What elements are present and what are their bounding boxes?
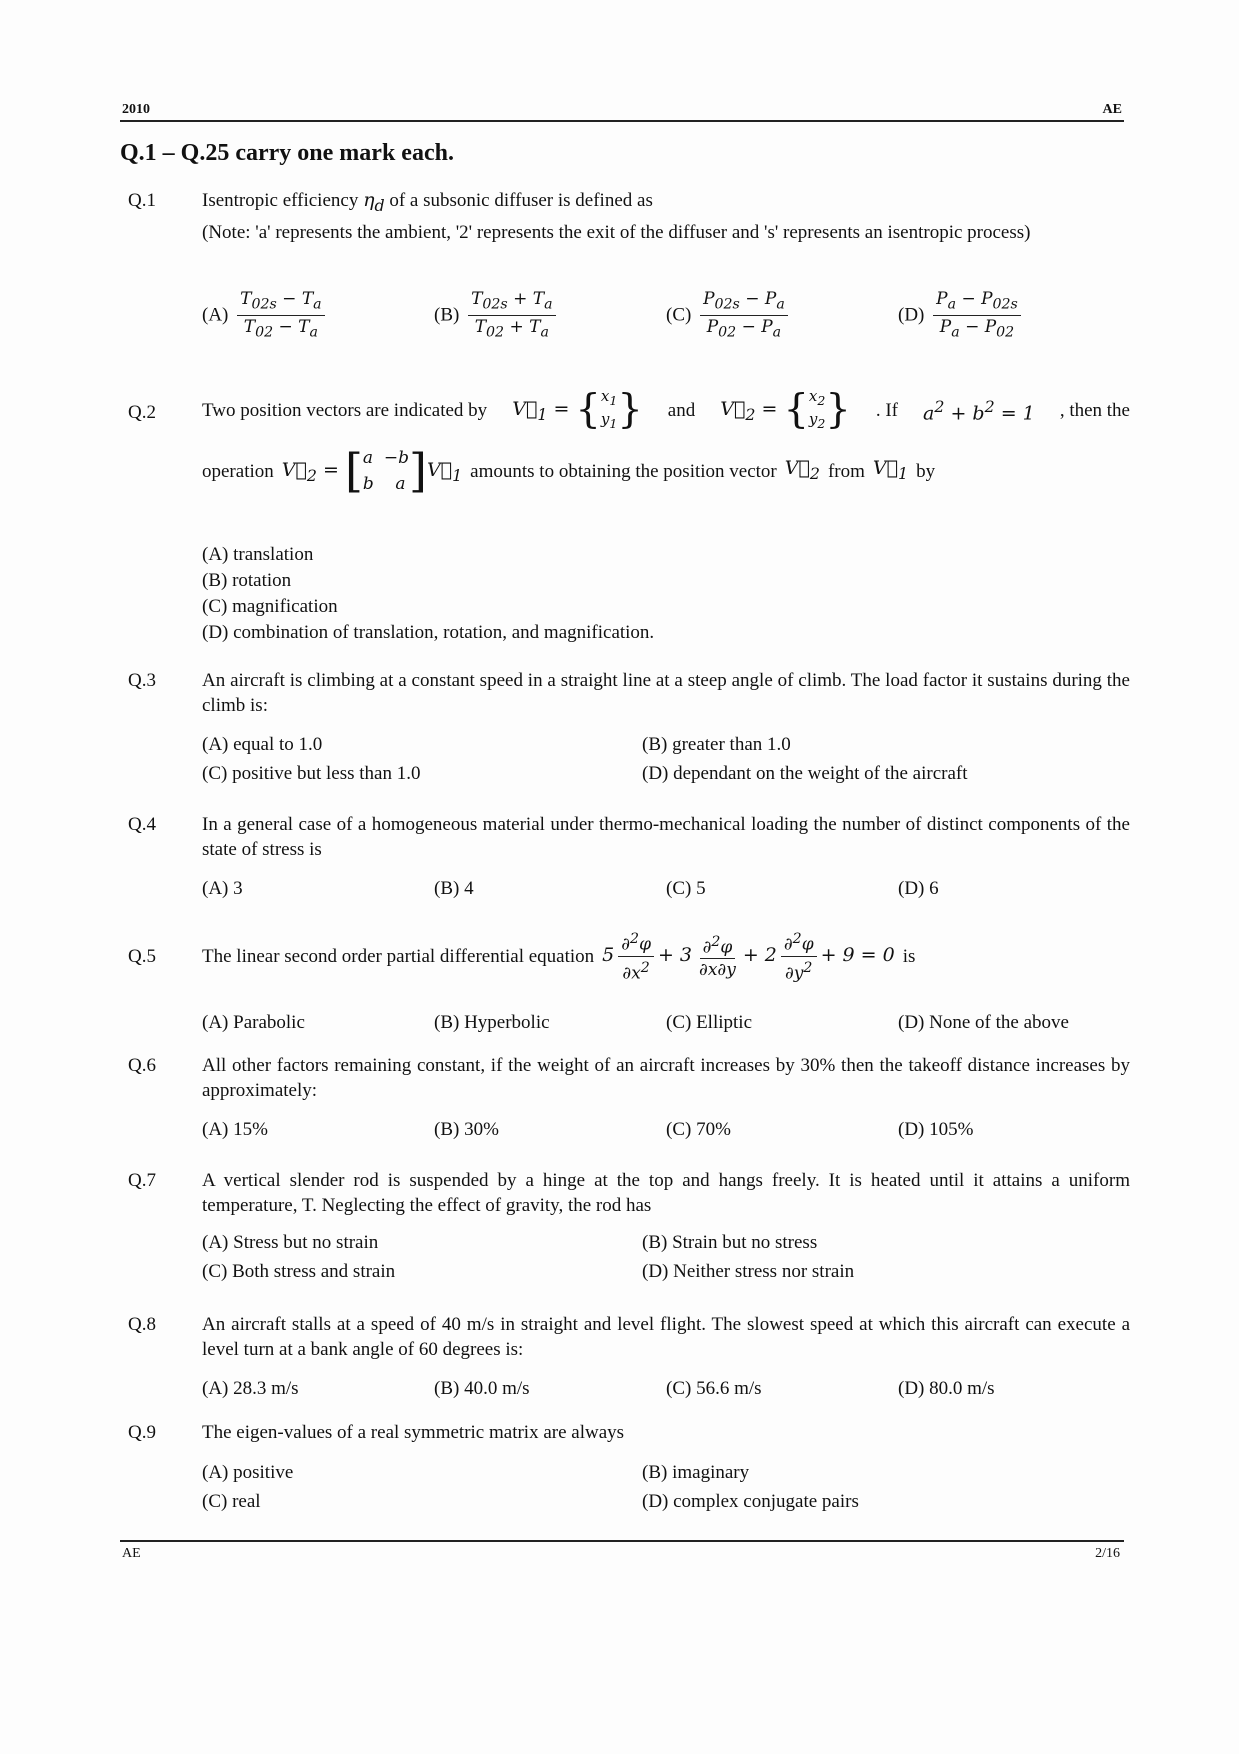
option-c: (C) Both stress and strain: [202, 1261, 396, 1282]
option-b: (B) imaginary: [642, 1462, 750, 1483]
question-9: [120, 1420, 1130, 1520]
header-rule: [120, 120, 1124, 122]
question-number: Q.1: [128, 190, 156, 211]
question-number: Q.7: [128, 1170, 156, 1191]
question-4: [120, 812, 1130, 902]
option-a: (A) Stress but no strain: [202, 1232, 379, 1253]
option-a: (A) Parabolic: [202, 1012, 305, 1033]
option-b: (B) 4: [434, 878, 474, 899]
question-number: Q.8: [128, 1314, 156, 1335]
header-paper: AE: [1102, 102, 1122, 117]
page-header: [120, 100, 1124, 122]
option-c: (C) $\frac{P_{02s} - P_a}{P_{02} - P_a}$: [666, 288, 898, 344]
option-c: (C) real: [202, 1491, 261, 1512]
option-d: (D) dependant on the weight of the aircraft: [642, 763, 968, 784]
question-text: In a general case of a homogeneous material under thermo-mechanical loading the number of distinct components of the state of stress is: [202, 814, 1130, 860]
option-d: (D) None of the above: [898, 1012, 1069, 1033]
option-c: (C) 56.6 m/s: [666, 1378, 762, 1399]
question-2: [120, 386, 1130, 660]
question-text: The eigen-values of a real symmetric matrix are always: [202, 1422, 625, 1443]
question-text: All other factors remaining constant, if the weight of an aircraft increases by 30% then the takeoff distance increases by approximately:: [202, 1055, 1130, 1101]
question-number: Q.2: [128, 402, 156, 423]
option-list: [202, 542, 654, 646]
question-text: A vertical slender rod is suspended by a hinge at the top and hangs freely. It is heated until it attains a uniform temperature, T. Neglecting the effect of gravity, the rod has: [202, 1170, 1130, 1216]
footer-rule: [120, 1540, 1124, 1542]
page-footer: [120, 1540, 1124, 1560]
question-8: [120, 1312, 1130, 1412]
question-number: Q.3: [128, 670, 156, 691]
header-year: 2010: [122, 102, 150, 117]
option-c: (C) 70%: [666, 1119, 731, 1140]
option-b: (B) rotation: [202, 570, 292, 591]
option-b: (B) greater than 1.0: [642, 734, 791, 755]
option-a: (A) translation: [202, 544, 314, 565]
option-d: (D) complex conjugate pairs: [642, 1491, 859, 1512]
option-b: (B) $\frac{T_{02s} + T_a}{T_{02} + T_a}$: [434, 288, 666, 344]
page-number: 2/16: [1095, 1546, 1120, 1561]
question-text: An aircraft is climbing at a constant speed in a straight line at a steep angle of climb. The load factor it sustains during the climb is:: [202, 670, 1130, 716]
question-note: (Note: 'a' represents the ambient, '2' represents the exit of the diffuser and 's' represents an isentropic process): [202, 221, 1031, 243]
option-a: (A) positive: [202, 1462, 294, 1483]
option-b: (B) Strain but no stress: [642, 1232, 818, 1253]
option-a: (A) 28.3 m/s: [202, 1378, 299, 1399]
question-7: [120, 1168, 1130, 1288]
option-d: (D) $\frac{P_a - P_{02s}}{P_a - P_{02}}$: [898, 288, 1130, 344]
question-text: An aircraft stalls at a speed of 40 m/s in straight and level flight. The slowest speed at which this aircraft can execute a level turn at a bank angle of 60 degrees is:: [202, 1314, 1130, 1360]
question-3: [120, 668, 1130, 798]
question-number: Q.5: [128, 946, 156, 967]
option-a: (A) equal to 1.0: [202, 734, 323, 755]
option-b: (B) 30%: [434, 1119, 499, 1140]
option-d: (D) combination of translation, rotation, and magnification.: [202, 622, 655, 643]
option-a: (A) 3: [202, 878, 243, 899]
option-c: (C) positive but less than 1.0: [202, 763, 421, 784]
question-text: Isentropic efficiency $\eta_d$ of a subsonic diffuser is defined as: [202, 189, 653, 215]
footer-paper: AE: [122, 1546, 141, 1561]
question-number: Q.4: [128, 814, 156, 835]
option-d: (D) 80.0 m/s: [898, 1378, 995, 1399]
option-c: (C) magnification: [202, 596, 338, 617]
section-title: Q.1 – Q.25 carry one mark each.: [120, 140, 454, 166]
option-a: (A) 15%: [202, 1119, 268, 1140]
option-b: (B) 40.0 m/s: [434, 1378, 530, 1399]
option-c: (C) Elliptic: [666, 1012, 753, 1033]
option-d: (D) 105%: [898, 1119, 974, 1140]
option-a: (A) $\frac{T_{02s} - T_a}{T_{02} - T_a}$: [202, 288, 434, 344]
option-d: (D) 6: [898, 878, 939, 899]
question-text: Two position vectors are indicated by $V⃗_1 = \{x_1$ $y_1$} and $V⃗_2 = \{x_2$ $y_2$} . If $a^2 + b^2 = 1$ , then the operation $V⃗_2 = [a -b$ b $a]V⃗_1$ amounts to obtaining the position vector $V⃗_2$ from $V⃗_1$ by: [202, 386, 1130, 498]
option-d: (D) Neither stress nor strain: [642, 1261, 855, 1282]
question-6: [120, 1053, 1130, 1153]
option-c: (C) 5: [666, 878, 706, 899]
question-5: [120, 920, 1130, 1050]
question-1: [120, 188, 1130, 341]
question-text: The linear second order partial differential equation 5 $\frac{\partial^2\varphi}{\partial x^2}$ + 3 $\frac{\partial^2\varphi}{\partial x\partial y}$ + 2 $\frac{\partial^2\varphi}{\partial y^2}$ + 9 = 0 is: [202, 920, 1130, 992]
question-number: Q.6: [128, 1055, 156, 1076]
question-number: Q.9: [128, 1422, 156, 1443]
option-b: (B) Hyperbolic: [434, 1012, 550, 1033]
